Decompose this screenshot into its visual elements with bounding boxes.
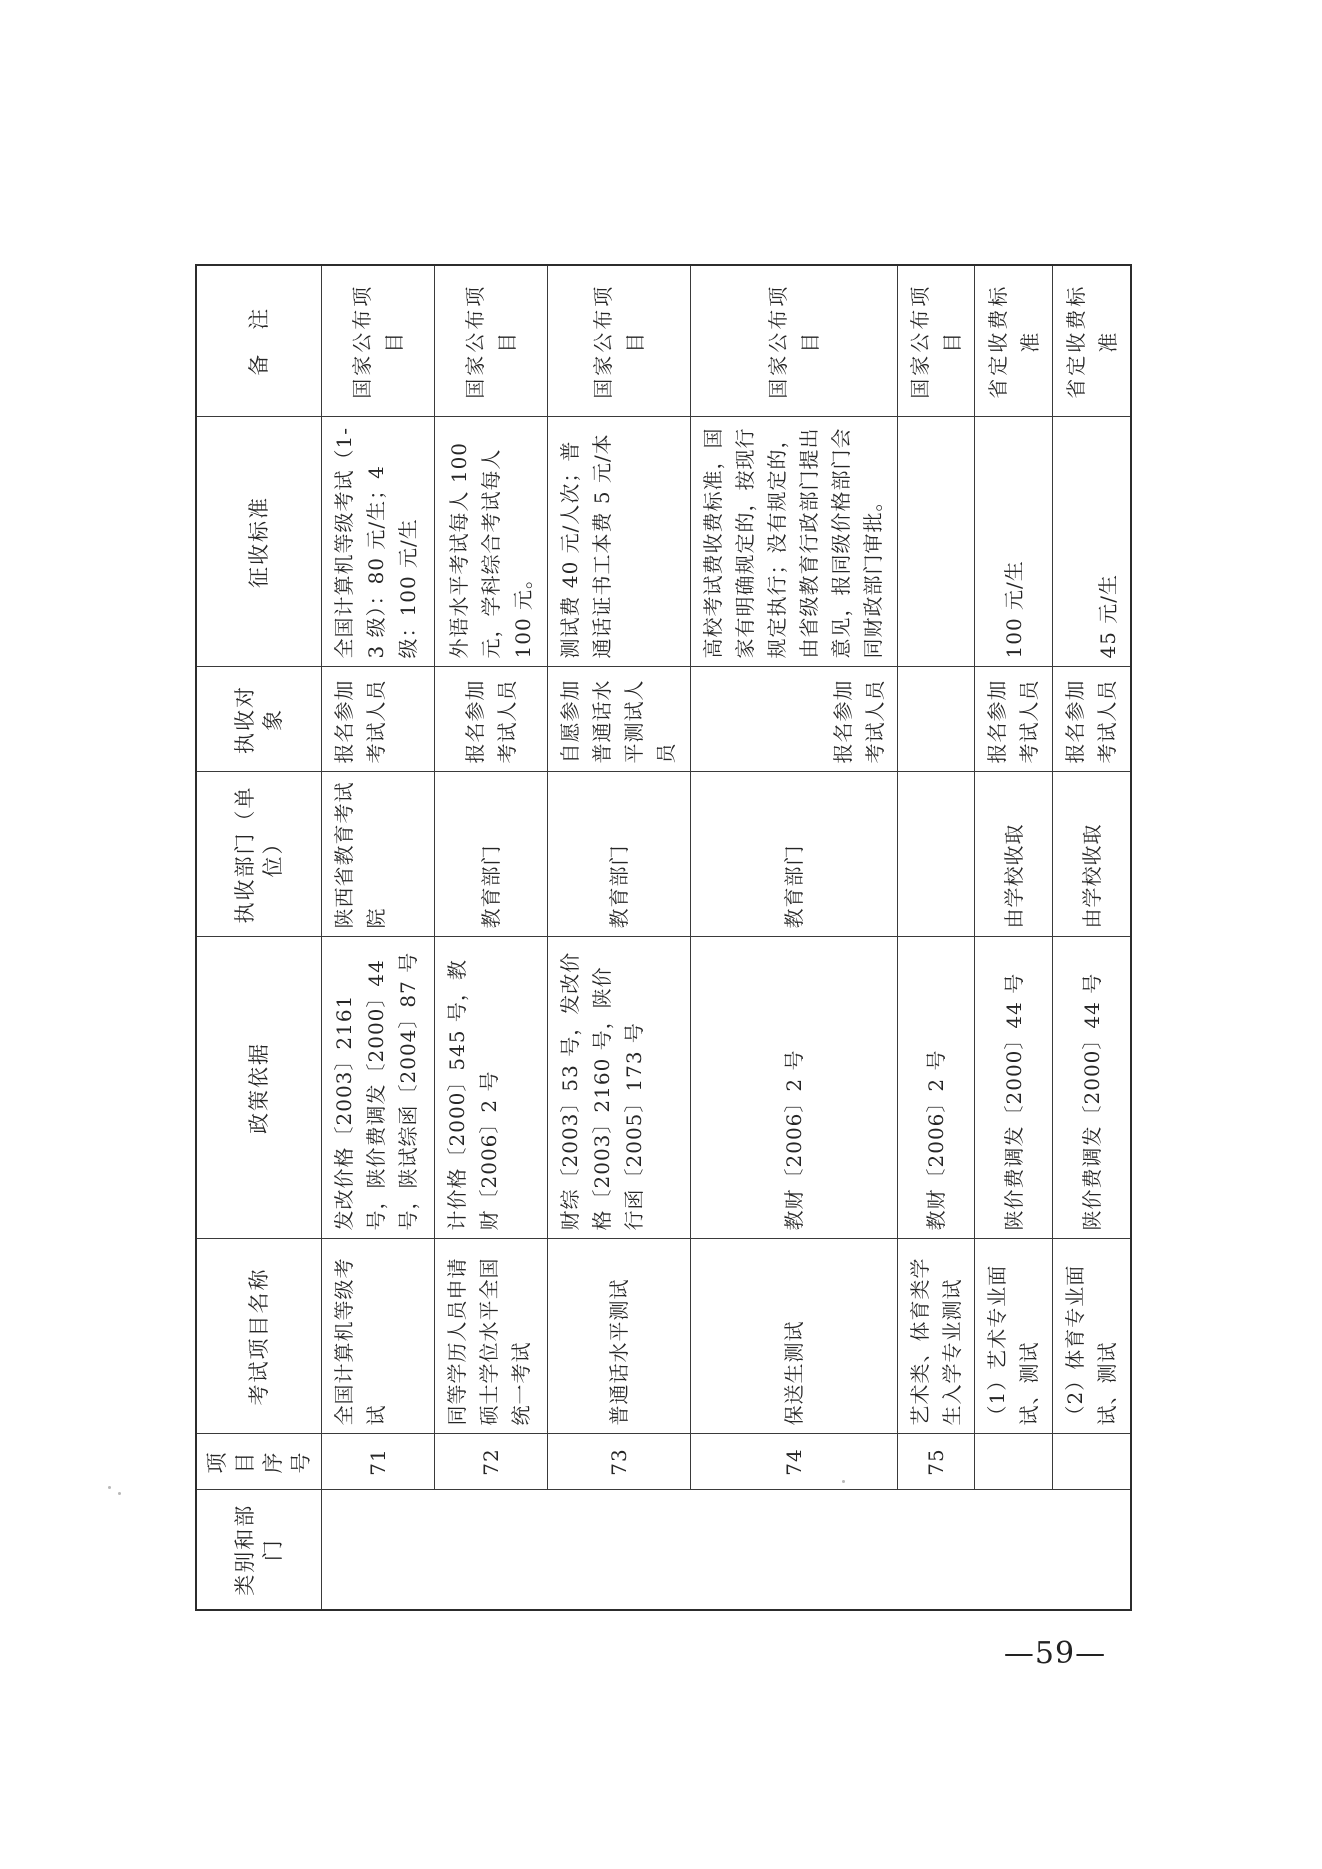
standard-cell: 外语水平考试每人 100 元，学科综合考试每人 100 元。 <box>435 417 548 667</box>
policy-cell: 计价格〔2000〕545 号，教财〔2006〕2 号 <box>435 937 548 1239</box>
target-cell: 报名参加考试人员 <box>975 667 1053 772</box>
header-dept: 执收部门（单位） <box>196 772 322 937</box>
name-cell: 艺术类、体育类学生入学专业测试 <box>897 1239 975 1434</box>
note-cell: 省定收费标准 <box>975 265 1053 417</box>
dept-cell: 陕西省教育考试院 <box>322 772 435 937</box>
note-cell: 国家公布项目 <box>690 265 897 417</box>
note-cell: 国家公布项目 <box>435 265 548 417</box>
header-policy: 政策依据 <box>196 937 322 1239</box>
table-row <box>897 265 975 1610</box>
policy-cell: 陕价费调发〔2000〕44 号 <box>1053 937 1131 1239</box>
dept-cell: 教育部门 <box>435 772 548 937</box>
header-note: 备 注 <box>196 265 322 417</box>
target-cell: 报名参加考试人员 <box>690 667 897 772</box>
dept-cell: 由学校收取 <box>975 772 1053 937</box>
name-cell: 全国计算机等级考试 <box>322 1239 435 1434</box>
seq-cell: 75 <box>897 1434 975 1490</box>
standard-cell: 高校考试费收费标准，国家有明确规定的，按现行规定执行；没有规定的，由省级教育行政部门提出意见，报同级价格部门会同财政部门审批。 <box>690 417 897 667</box>
standard-cell <box>897 417 975 667</box>
policy-cell: 发改价格〔2003〕2161 号，陕价费调发〔2000〕44 号，陕试综函〔2004〕87 号 <box>322 937 435 1239</box>
table-header-row <box>196 265 322 1610</box>
table-row <box>1053 265 1131 1610</box>
table-row <box>548 265 690 1610</box>
policy-cell: 教财〔2006〕2 号 <box>897 937 975 1239</box>
header-category: 类别和部门 <box>196 1490 322 1610</box>
name-cell: 普通话水平测试 <box>548 1239 690 1434</box>
header-target: 执收对象 <box>196 667 322 772</box>
scan-speck <box>118 1492 121 1495</box>
target-cell: 报名参加考试人员 <box>435 667 548 772</box>
standard-cell: 100 元/生 <box>975 417 1053 667</box>
dept-cell: 教育部门 <box>690 772 897 937</box>
standard-cell: 全国计算机等级考试（1-3 级）：80 元/生；4 级：100 元/生 <box>322 417 435 667</box>
standard-cell: 45 元/生 <box>1053 417 1131 667</box>
rotated-table-wrapper <box>195 266 1132 1611</box>
note-cell: 省定收费标准 <box>1053 265 1131 417</box>
fee-table <box>195 264 1132 1611</box>
dept-cell: 由学校收取 <box>1053 772 1131 937</box>
name-cell: 保送生测试 <box>690 1239 897 1434</box>
scan-speck <box>842 1480 845 1483</box>
name-cell: （1）艺术专业面试、测试 <box>975 1239 1053 1434</box>
table-row <box>322 265 435 1610</box>
standard-cell: 测试费 40 元/人次；普通话证书工本费 5 元/本 <box>548 417 690 667</box>
dept-cell: 教育部门 <box>548 772 690 937</box>
policy-cell: 陕价费调发〔2000〕44 号 <box>975 937 1053 1239</box>
table-row <box>975 265 1053 1610</box>
header-name: 考试项目名称 <box>196 1239 322 1434</box>
table-row <box>690 265 897 1610</box>
seq-cell <box>1053 1434 1131 1490</box>
policy-cell: 教财〔2006〕2 号 <box>690 937 897 1239</box>
target-cell: 报名参加考试人员 <box>322 667 435 772</box>
header-seq: 项目序号 <box>196 1434 322 1490</box>
name-cell: （2）体育专业面试、测试 <box>1053 1239 1131 1434</box>
seq-cell: 72 <box>435 1434 548 1490</box>
header-standard: 征收标准 <box>196 417 322 667</box>
seq-cell <box>975 1434 1053 1490</box>
note-cell: 国家公布项目 <box>897 265 975 417</box>
dept-cell <box>897 772 975 937</box>
seq-cell: 71 <box>322 1434 435 1490</box>
category-cell <box>322 1490 1132 1610</box>
target-cell: 报名参加考试人员 <box>1053 667 1131 772</box>
name-cell: 同等学历人员申请硕士学位水平全国统一考试 <box>435 1239 548 1434</box>
table-row <box>435 265 548 1610</box>
seq-cell: 73 <box>548 1434 690 1490</box>
target-cell <box>897 667 975 772</box>
note-cell: 国家公布项目 <box>548 265 690 417</box>
scan-speck <box>108 1486 111 1489</box>
target-cell: 自愿参加普通话水平测试人员 <box>548 667 690 772</box>
note-cell: 国家公布项目 <box>322 265 435 417</box>
page-number: —59— <box>1003 1636 1107 1671</box>
policy-cell: 财综〔2003〕53 号，发改价格〔2003〕2160 号，陕价行函〔2005〕173 号 <box>548 937 690 1239</box>
seq-cell: 74 <box>690 1434 897 1490</box>
